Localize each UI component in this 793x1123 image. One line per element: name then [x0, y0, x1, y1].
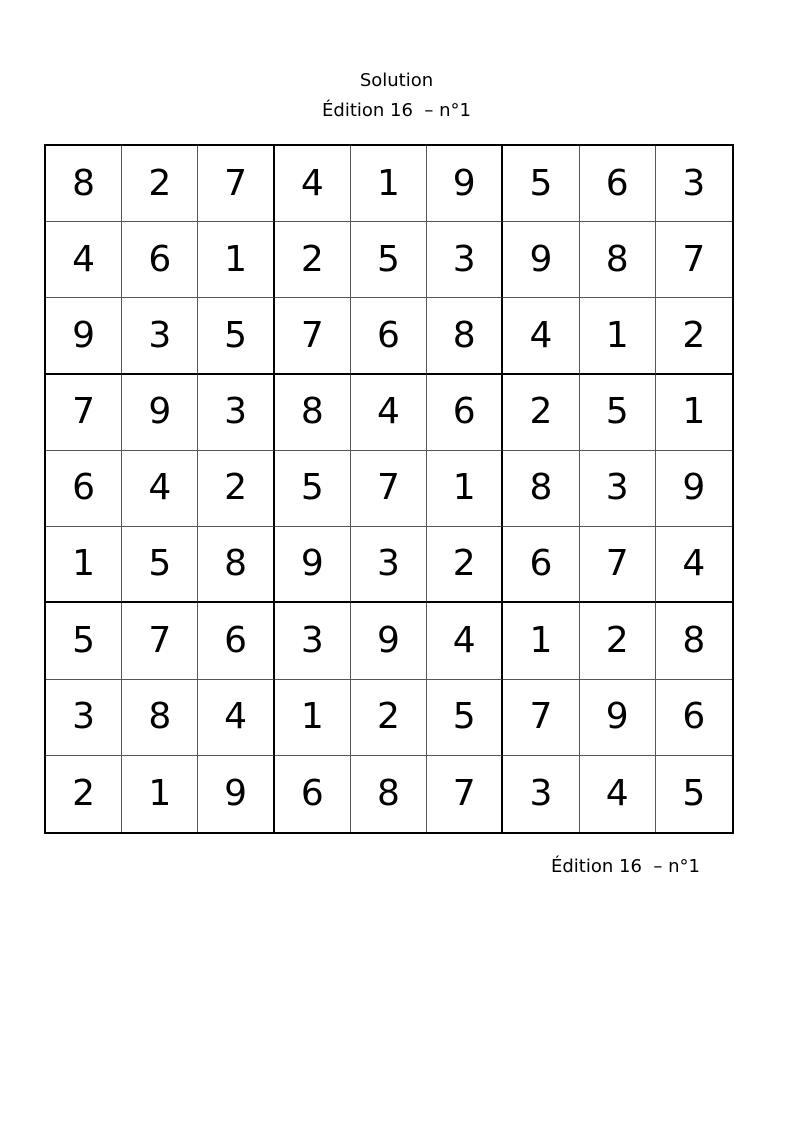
sudoku-cell: 8: [503, 451, 579, 527]
sudoku-cell: 7: [427, 756, 503, 832]
sudoku-cell: 4: [46, 222, 122, 298]
sudoku-cell: 7: [275, 298, 351, 374]
sudoku-cell: 5: [503, 146, 579, 222]
sudoku-cell: 2: [351, 680, 427, 756]
sudoku-cell: 7: [580, 527, 656, 603]
sudoku-cell: 6: [198, 603, 274, 679]
sudoku-cell: 2: [46, 756, 122, 832]
sudoku-cell: 8: [275, 375, 351, 451]
sudoku-cell: 9: [580, 680, 656, 756]
sudoku-cell: 9: [503, 222, 579, 298]
sudoku-cell: 1: [122, 756, 198, 832]
sudoku-cell: 6: [351, 298, 427, 374]
sudoku-cell: 6: [580, 146, 656, 222]
sudoku-cell: 4: [427, 603, 503, 679]
sudoku-cell: 4: [580, 756, 656, 832]
sudoku-cell: 7: [351, 451, 427, 527]
sudoku-cell: 7: [46, 375, 122, 451]
sudoku-cell: 4: [351, 375, 427, 451]
sudoku-cell: 6: [275, 756, 351, 832]
sudoku-cell: 6: [427, 375, 503, 451]
sudoku-cell: 2: [198, 451, 274, 527]
sudoku-cell: 4: [275, 146, 351, 222]
sudoku-cell: 3: [46, 680, 122, 756]
sudoku-cell: 2: [275, 222, 351, 298]
sudoku-cell: 2: [122, 146, 198, 222]
sudoku-cell: 8: [46, 146, 122, 222]
sudoku-cell: 8: [122, 680, 198, 756]
sudoku-cell: 3: [580, 451, 656, 527]
sudoku-cell: 4: [656, 527, 732, 603]
sudoku-cell: 2: [656, 298, 732, 374]
sudoku-cell: 5: [275, 451, 351, 527]
sudoku-cell: 4: [122, 451, 198, 527]
sudoku-cell: 8: [656, 603, 732, 679]
sudoku-cell: 1: [656, 375, 732, 451]
sudoku-cell: 6: [656, 680, 732, 756]
sudoku-cell: 8: [427, 298, 503, 374]
sudoku-grid: [44, 144, 734, 834]
sudoku-cell: 6: [46, 451, 122, 527]
sudoku-cell: 2: [427, 527, 503, 603]
page-title: Solution: [359, 70, 434, 91]
sudoku-cell: 7: [503, 680, 579, 756]
sudoku-cell: 8: [580, 222, 656, 298]
sudoku-cell: 1: [503, 603, 579, 679]
sudoku-cell: 9: [198, 756, 274, 832]
sudoku-cell: 6: [503, 527, 579, 603]
sudoku-cell: 3: [351, 527, 427, 603]
edition-subtitle: Édition 16 – n°1: [322, 100, 471, 121]
sudoku-cell: 9: [427, 146, 503, 222]
sudoku-cell: 1: [198, 222, 274, 298]
sudoku-cell: 4: [198, 680, 274, 756]
sudoku-cell: 9: [275, 527, 351, 603]
sudoku-cell: 6: [122, 222, 198, 298]
sudoku-cell: 1: [275, 680, 351, 756]
sudoku-cell: 3: [503, 756, 579, 832]
sudoku-cell: 3: [198, 375, 274, 451]
sudoku-cell: 5: [427, 680, 503, 756]
sudoku-cell: 2: [580, 603, 656, 679]
sudoku-cell: 9: [122, 375, 198, 451]
sudoku-cell: 4: [503, 298, 579, 374]
sudoku-cell: 1: [351, 146, 427, 222]
sudoku-cell: 3: [275, 603, 351, 679]
sudoku-cell: 1: [580, 298, 656, 374]
sudoku-cell: 9: [46, 298, 122, 374]
sudoku-cell: 1: [427, 451, 503, 527]
sudoku-cell: 7: [656, 222, 732, 298]
sudoku-cell: 8: [198, 527, 274, 603]
sudoku-cell: 1: [46, 527, 122, 603]
sudoku-cell: 7: [198, 146, 274, 222]
sudoku-cell: 3: [427, 222, 503, 298]
sudoku-cell: 2: [503, 375, 579, 451]
sudoku-cell: 9: [351, 603, 427, 679]
sudoku-cell: 3: [656, 146, 732, 222]
sudoku-cell: 5: [46, 603, 122, 679]
sudoku-cell: 5: [580, 375, 656, 451]
sudoku-cell: 3: [122, 298, 198, 374]
sudoku-cell: 5: [198, 298, 274, 374]
sudoku-cell: 5: [122, 527, 198, 603]
sudoku-cell: 5: [351, 222, 427, 298]
sudoku-cell: 8: [351, 756, 427, 832]
edition-footer: Édition 16 – n°1: [551, 856, 700, 877]
sudoku-cell: 5: [682, 772, 706, 814]
sudoku-cell: 9: [656, 451, 732, 527]
sudoku-cell: 7: [122, 603, 198, 679]
